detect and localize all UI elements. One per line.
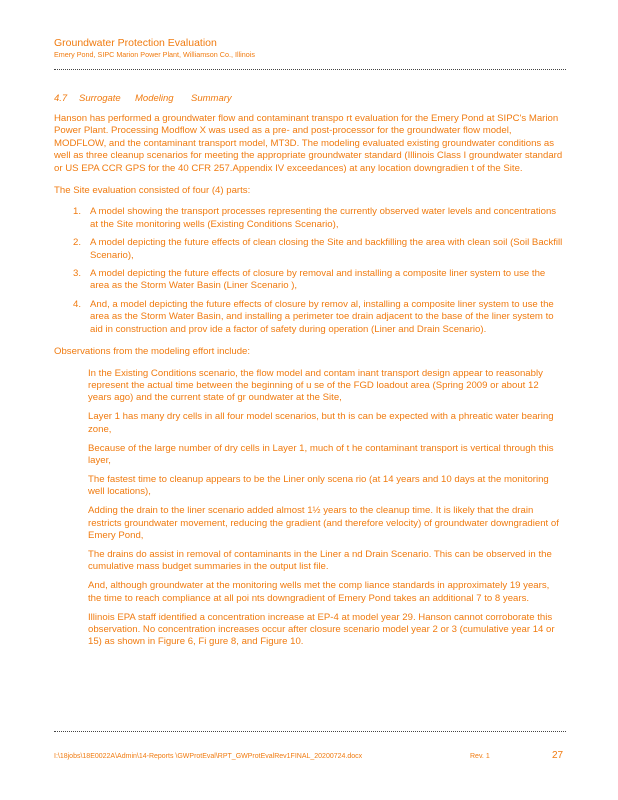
list-item	[54, 368, 564, 405]
intro-paragraph: Hanson has performed a groundwater flow and contaminant transpo rt evaluation for the Emery Pond at SIPC's Marion Power Plant. Processing Modflow X was used as a pre- and post-processor for the groundwater flow model, MODFLOW, and the contaminant transport model, MT3D. The modeling evaluated existing groundwater conditions as well as three cleanup scenarios for meeting the appropriate groundwater standard (Illinois Class I groundwater standard or US EPA CCR GPS for the 40 CFR 257.Appendix IV exceedances) at any location downgradien t of the Site.	[54, 113, 563, 174]
list-item	[54, 237, 564, 262]
section-number: 4.7	[54, 93, 68, 104]
section-word-1: Surrogate	[79, 93, 121, 104]
list-item-text: A model showing the transport processes representing the currently observed water levels and concentrations at the Site monitoring wells (Existing Conditions Scenario),	[90, 206, 557, 230]
footer-revision: Rev. 1	[470, 753, 490, 760]
list-item	[54, 299, 564, 336]
list-item-text: Adding the drain to the liner scenario added almost 1½ years to the cleanup time. It is likely that the drain restricts groundwater movement, reducing the gradient (and therefore velocity) of groundwater downgradient of Emery Pond,	[88, 505, 559, 541]
site-eval-lead: The Site evaluation consisted of four (4) parts:	[54, 185, 251, 197]
list-item	[54, 443, 564, 468]
list-item-text: Because of the large number of dry cells in Layer 1, much of t he contaminant transport is vertical through this layer,	[88, 442, 554, 466]
list-item-text: And, a model depicting the future effects of closure by remov al, installing a composite liner system to use the area as the Storm Water Basin, and installing a perimeter toe drain adjacent to the base of the liner system to aid in construction and prov ide a factor of safety during operation (Liner and Drain Scenario).	[90, 298, 554, 335]
section-word-3: Summary	[191, 93, 232, 104]
parts-list	[54, 206, 564, 336]
footer-file-path: I:\18jobs\18E0022A\Admin\14-Reports \GWProtEval\RPT_GWProtEvalRev1FINAL_20200724.docx	[54, 753, 363, 760]
list-number: 1.	[73, 206, 82, 218]
observations-lead: Observations from the modeling effort include:	[54, 346, 251, 358]
list-item	[54, 580, 564, 605]
list-item	[54, 268, 564, 293]
list-item	[54, 549, 564, 574]
footer-divider	[54, 731, 566, 732]
list-number: 3.	[73, 268, 82, 280]
list-item	[54, 505, 564, 542]
list-item-text: Illinois EPA staff identified a concentration increase at EP-4 at model year 29. Hanson cannot corroborate this observation. No concentration increases occur after closure scenario model year 2 or 3 (cumulative year 14 or 15) as shown in Figure 6, Fi gure 8, and Figure 10.	[88, 611, 555, 648]
document-body	[54, 113, 564, 655]
observations-list	[54, 368, 564, 649]
list-item-text: In the Existing Conditions scenario, the flow model and contam inant transport design appear to reasonably represent the actual time between the beginning of u se of the FGD loadout area (Spring 2009 or about 12 years ago) and the current state of gr oundwater at the Site,	[88, 367, 543, 404]
header-divider	[54, 69, 566, 70]
list-item-text: The fastest time to cleanup appears to be the Liner only scena rio (at 14 years and 10 days at the monitoring well locations),	[88, 473, 549, 498]
section-word-2: Modeling	[135, 93, 174, 104]
list-item-text: Layer 1 has many dry cells in all four model scenarios, but th is can be expected with a phreatic water bearing zone,	[88, 411, 554, 435]
list-item-text: A model depicting the future effects of closure by removal and installing a composite liner system to use the area as the Storm Water Basin (Liner Scenario ),	[90, 268, 546, 292]
list-number: 2.	[73, 237, 82, 249]
list-item	[54, 612, 564, 649]
list-item	[54, 411, 564, 436]
page-number: 27	[552, 750, 564, 761]
header-title: Groundwater Protection Evaluation	[54, 37, 217, 49]
list-item	[54, 206, 564, 231]
list-number: 4.	[73, 298, 82, 310]
list-item-text: A model depicting the future effects of clean closing the Site and backfilling the area with clean soil (Soil Backfill Scenario),	[90, 237, 563, 261]
list-item-text: And, although groundwater at the monitoring wells met the comp liance standards in approximately 19 years, the time to reach compliance at all poi nts downgradient of Emery Pond takes an additional 7 to 8 years.	[88, 580, 550, 604]
list-item-text: The drains do assist in removal of contaminants in the Liner a nd Drain Scenario. This can be observed in the cumulative mass budget summaries in the output list file.	[88, 548, 552, 573]
list-item	[54, 474, 564, 499]
header-subtitle: Emery Pond, SIPC Marion Power Plant, Williamson Co., Illinois	[54, 50, 255, 59]
